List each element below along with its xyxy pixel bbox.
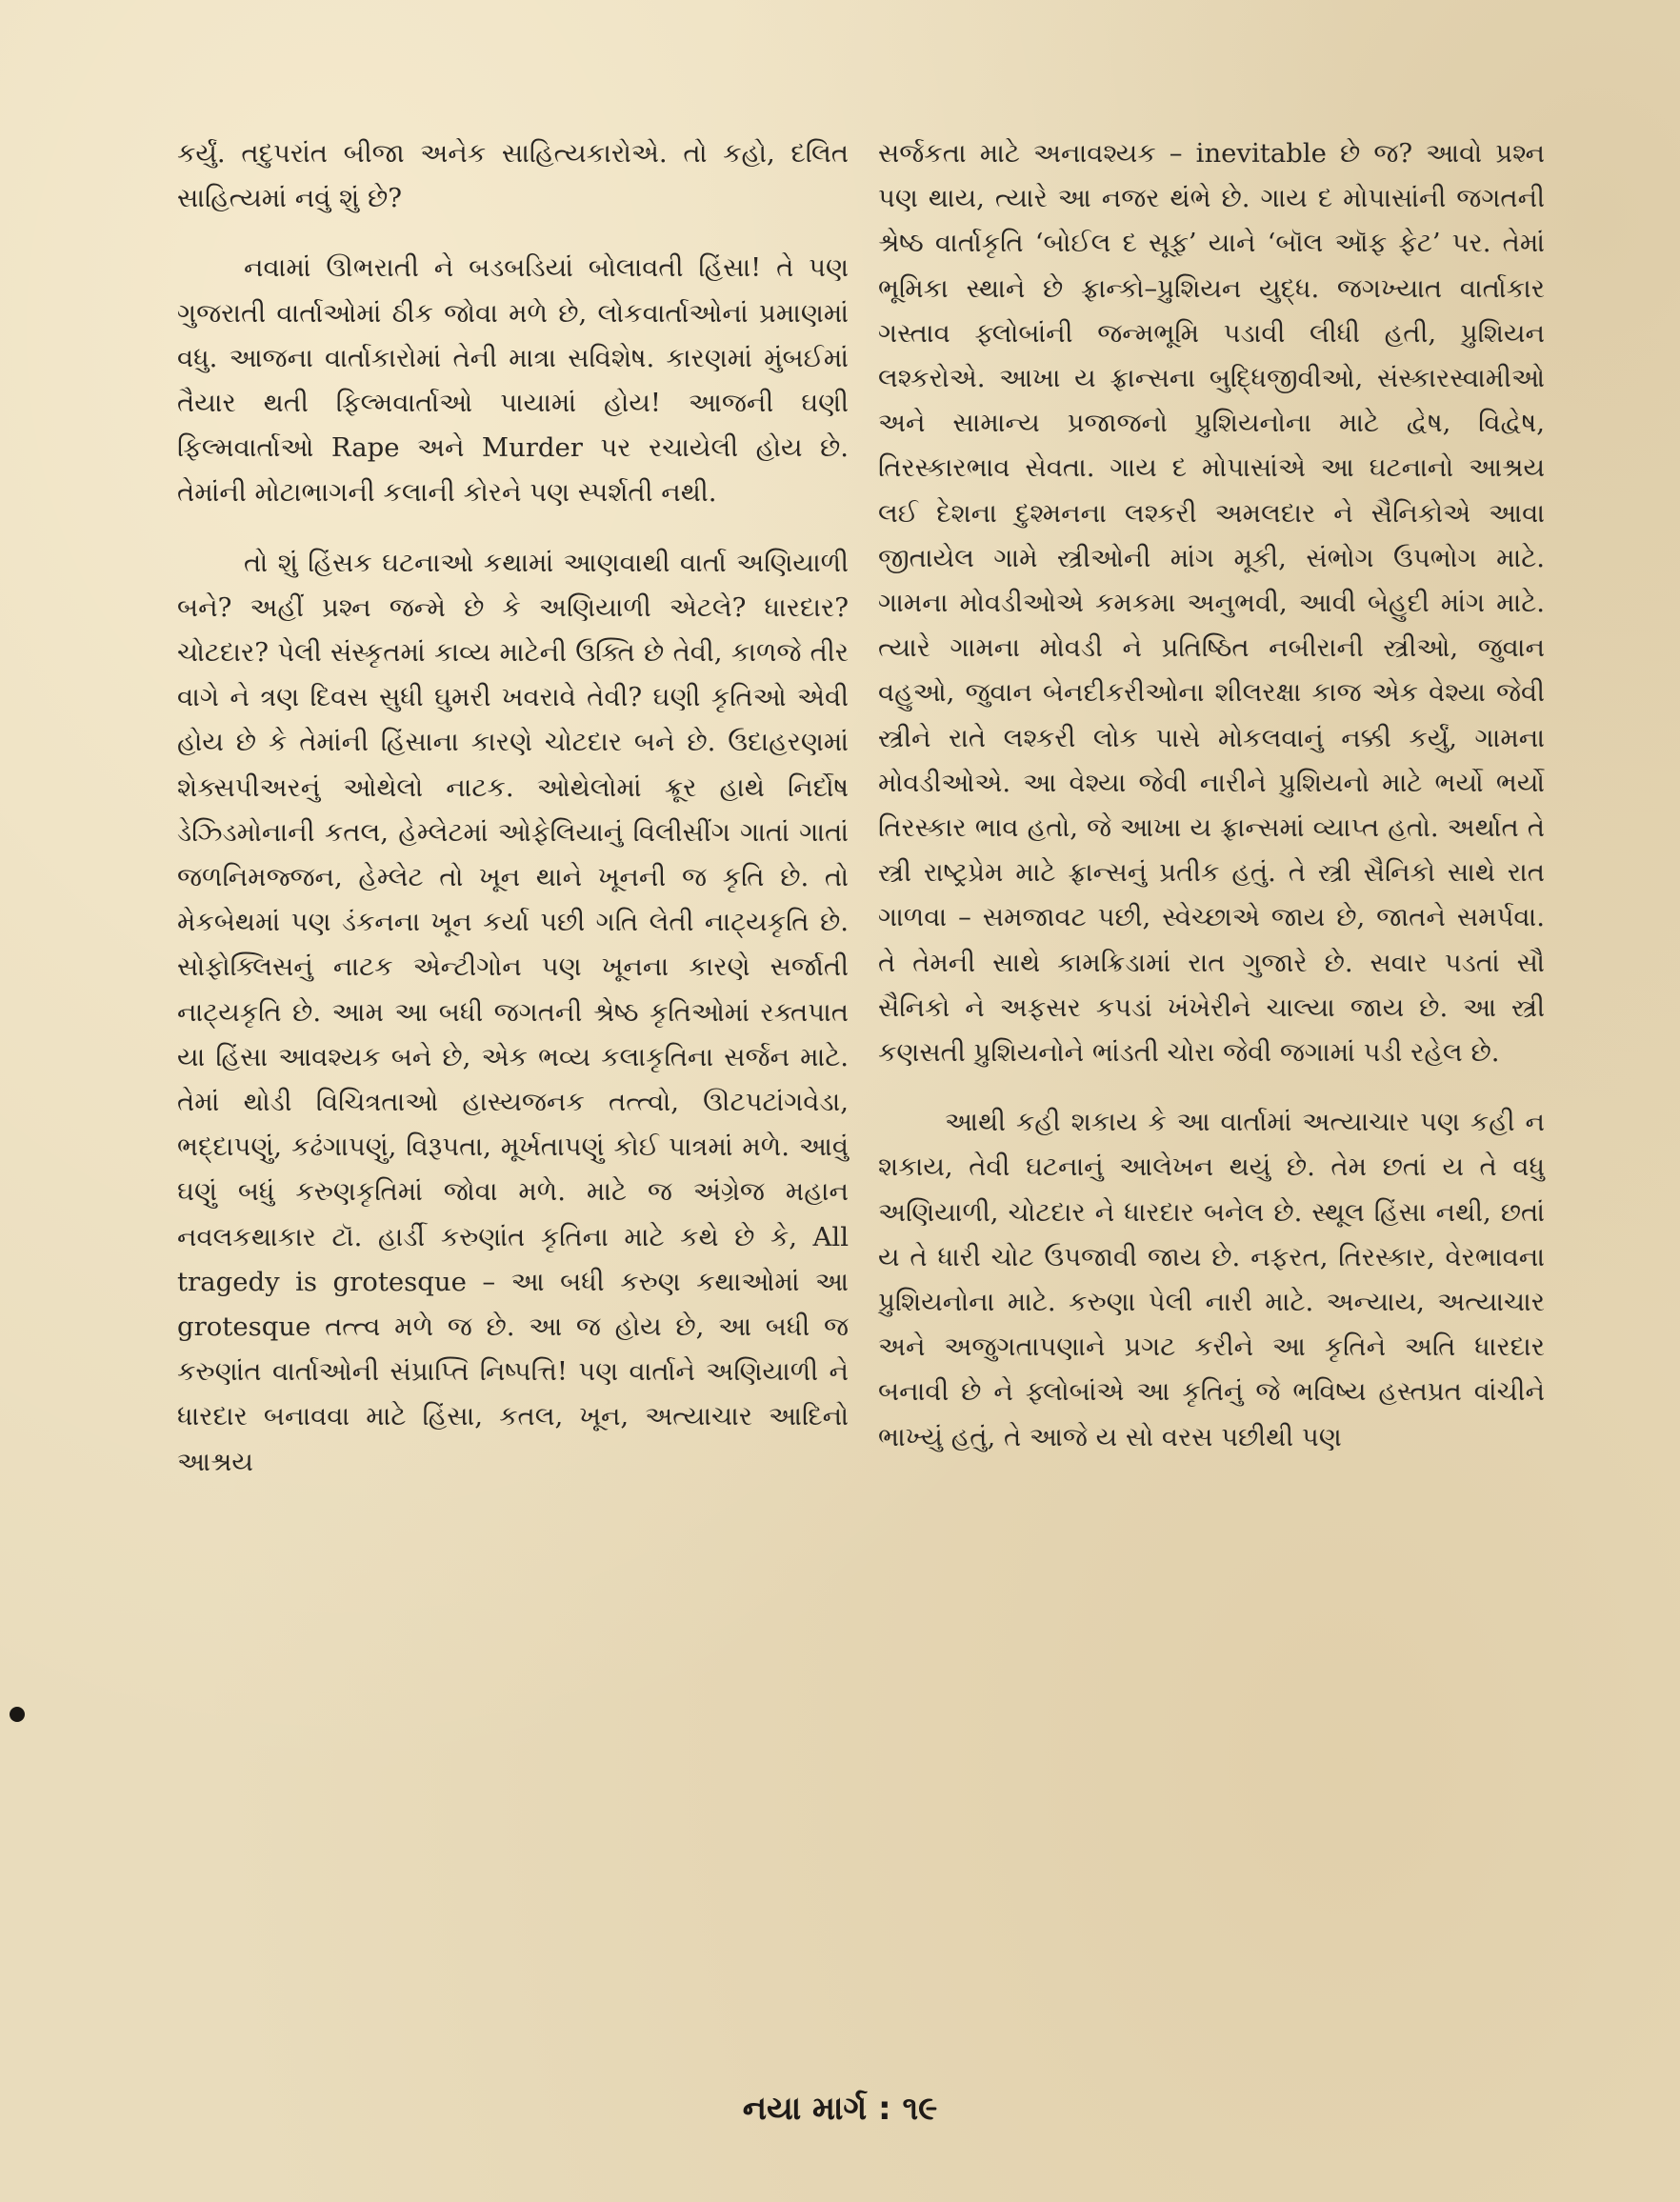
paragraph: તો શું હિંસક ઘટનાઓ કથામાં આણવાથી વાર્તા અણિયાળી બને? અહીં પ્રશ્ન જન્મે છે કે અણિયાળી એટલે? ધારદાર? ચોટદાર? પેલી સંસ્કૃતમાં કાવ્ય માટેની ઉક્તિ છે તેવી, કાળજે તીર વાગે ને ત્રણ દિવસ સુધી ઘુમરી ખવરાવે તેવી? ઘણી કૃતિઓ એવી હોય છે કે તેમાંની હિંસાના કારણે ચોટદાર બને છે. ઉદાહરણમાં શેક્સપીઅરનું ઓથેલો નાટક. ઓથેલોમાં ક્રૂર હાથે નિર્દોષ ડેઝ્ડિમોનાની કતલ, હેમ્લેટમાં ઓફેલિયાનું વિલીસીંગ ગાતાં ગાતાં જળનિમજ્જન, હેમ્લેટ તો ખૂન થાને ખૂનની જ કૃતિ છે. તો મેકબેથમાં પણ ડંકનના ખૂન કર્યા પછી ગતિ લેતી નાટ્યકૃતિ છે. સોફોક્લિસનું નાટક એન્ટીગોન પણ ખૂનના કારણે સર્જાતી નાટ્યકૃતિ છે. આમ આ બધી જગતની શ્રેષ્ઠ કૃતિઓમાં રક્તપાત યા હિંસા આવશ્યક બને છે, એક ભવ્ય કલાકૃતિના સર્જન માટે. તેમાં થોડી વિચિત્રતાઓ હાસ્યજનક તત્ત્વો, ઊટપટાંગવેડા, ભદ્દાપણું, કઢંગાપણું, વિરૂપતા, મૂર્ખતાપણું કોઈ પાત્રમાં મળે. આવું ઘણું બધું કરુણકૃતિમાં જોવા મળે. માટે જ અંગ્રેજ મહાન નવલકથાકાર ટૉ. હાર્ડી કરુણાંત કૃતિના માટે કથે છે કે, All tragedy is grotesque – આ બધી કરુણ કથાઓમાં આ grotesque તત્ત્વ મળે જ છે. આ જ હોય છે, આ બધી જ કરુણાંત વાર્તાઓની સંપ્રાપ્તિ નિષ્પત્તિ! પણ વાર્તાને અણિયાળી ને ધારદાર બનાવવા માટે હિંસા, કતલ, ખૂન, અત્યાચાર આદિનો આશ્રય: [177, 547, 849, 1477]
paragraph: સર્જકતા માટે અનાવશ્યક – inevitable છે જ? આવો પ્રશ્ન પણ થાય, ત્યારે આ નજર થંભે છે. ગાય દ મોપાસાંની જગતની શ્રેષ્ઠ વાર્તાકૃતિ ‘બોઈલ દ સૂફ’ યાને ‘બૉલ ઑફ ફેટ’ પર. તેમાં ભૂમિકા સ્થાને છે ફ્રાન્કો–પ્રુશિયન યુદ્ધ. જગખ્યાત વાર્તાકાર ગસ્તાવ ફ્લોબાંની જન્મભૂમિ પડાવી લીધી હતી, પ્રુશિયન લશ્કરોએ. આખા ય ફ્રાન્સના બુદ્ધિજીવીઓ, સંસ્કારસ્વામીઓ અને સામાન્ય પ્રજાજનો પ્રુશિયનોના માટે દ્વેષ, વિદ્વેષ, તિરસ્કારભાવ સેવતા. ગાય દ મોપાસાંએ આ ઘટનાનો આશ્રય લઈ દેશના દુશ્મનના લશ્કરી અમલદાર ને સૈનિકોએ આવા જીતાયેલ ગામે સ્ત્રીઓની માંગ મૂકી, સંભોગ ઉપભોગ માટે. ગામના મોવડીઓએ કમકમા અનુભવી, આવી બેહુદી માંગ માટે. ત્યારે ગામના મોવડી ને પ્રતિષ્ઠિત નબીરાની સ્ત્રીઓ, જુવાન વહુઓ, જુવાન બેનદીકરીઓના શીલરક્ષા કાજ એક વેશ્યા જેવી સ્ત્રીને રાતે લશ્કરી લોક પાસે મોકલવાનું નક્કી કર્યું, ગામના મોવડીઓએ. આ વેશ્યા જેવી નારીને પ્રુશિયનો માટે ભર્યો ભર્યો તિરસ્કાર ભાવ હતો, જે આખા ય ફ્રાન્સમાં વ્યાપ્ત હતો. અર્થાત તે સ્ત્રી રાષ્ટ્રપ્રેમ માટે ફ્રાન્સનું પ્રતીક હતું. તે સ્ત્રી સૈનિકો સાથે રાત ગાળવા – સમજાવટ પછી, સ્વેચ્છાએ જાય છે, જાતને સમર્પવા. તે તેમની સાથે કામક્રિડામાં રાત ગુજારે છે. સવાર પડતાં સૌ સૈનિકો ને અફસર કપડાં ખંખેરીને ચાલ્યા જાય છે. આ સ્ત્રી કણસતી પ્રુશિયનોને ભાંડતી ચોરા જેવી જગામાં પડી રહેલ છે.: [878, 138, 1545, 1069]
paragraph: આથી કહી શકાય કે આ વાર્તામાં અત્યાચાર પણ કહી ન શકાય, તેવી ઘટનાનું આલેખન થયું છે. તેમ છતાં ય તે વધુ અણિયાળી, ચોટદાર ને ધારદાર બનેલ છે. સ્થૂલ હિંસા નથી, છતાં ય તે ધારી ચોટ ઉપજાવી જાય છે. નફરત, તિરસ્કાર, વેરભાવના પ્રુશિયનોના માટે. કરુણા પેલી નારી માટે. અન્યાય, અત્યાચાર અને અજુગતાપણાને પ્રગટ કરીને આ કૃતિને અતિ ધારદાર બનાવી છે ને ફ્લોબાંએ આ કૃતિનું જે ભવિષ્ય હસ્તપ્રત વાંચીને ભાખ્યું હતું, તે આજે ય સો વરસ પછીથી પણ: [878, 1107, 1545, 1452]
ink-speck: [10, 1707, 25, 1722]
paragraph: કર્યું. તદુપરાંત બીજા અનેક સાહિત્યકારોએ. તો કહો, દલિત સાહિત્યમાં નવું શું છે?: [177, 138, 849, 214]
left-column: [177, 131, 849, 1485]
page-footer: નયા માર્ગ : ૧૯: [742, 2090, 938, 2128]
right-column: [878, 131, 1545, 1460]
paragraph: નવામાં ઊભરાતી ને બડબડિયાં બોલાવતી હિંસા! તે પણ ગુજરાતી વાર્તાઓમાં ઠીક જોવા મળે છે, લોકવાર્તાઓનાં પ્રમાણમાં વધુ. આજના વાર્તાકારોમાં તેની માત્રા સવિશેષ. કારણમાં મુંબઈમાં તૈયાર થતી ફિલ્મવાર્તાઓ પાયામાં હોય! આજની ઘણી ફિલ્મવાર્તાઓ Rape અને Murder પર રચાયેલી હોય છે. તેમાંની મોટાભાગની કલાની કોરને પણ સ્પર્શતી નથી.: [177, 252, 849, 509]
